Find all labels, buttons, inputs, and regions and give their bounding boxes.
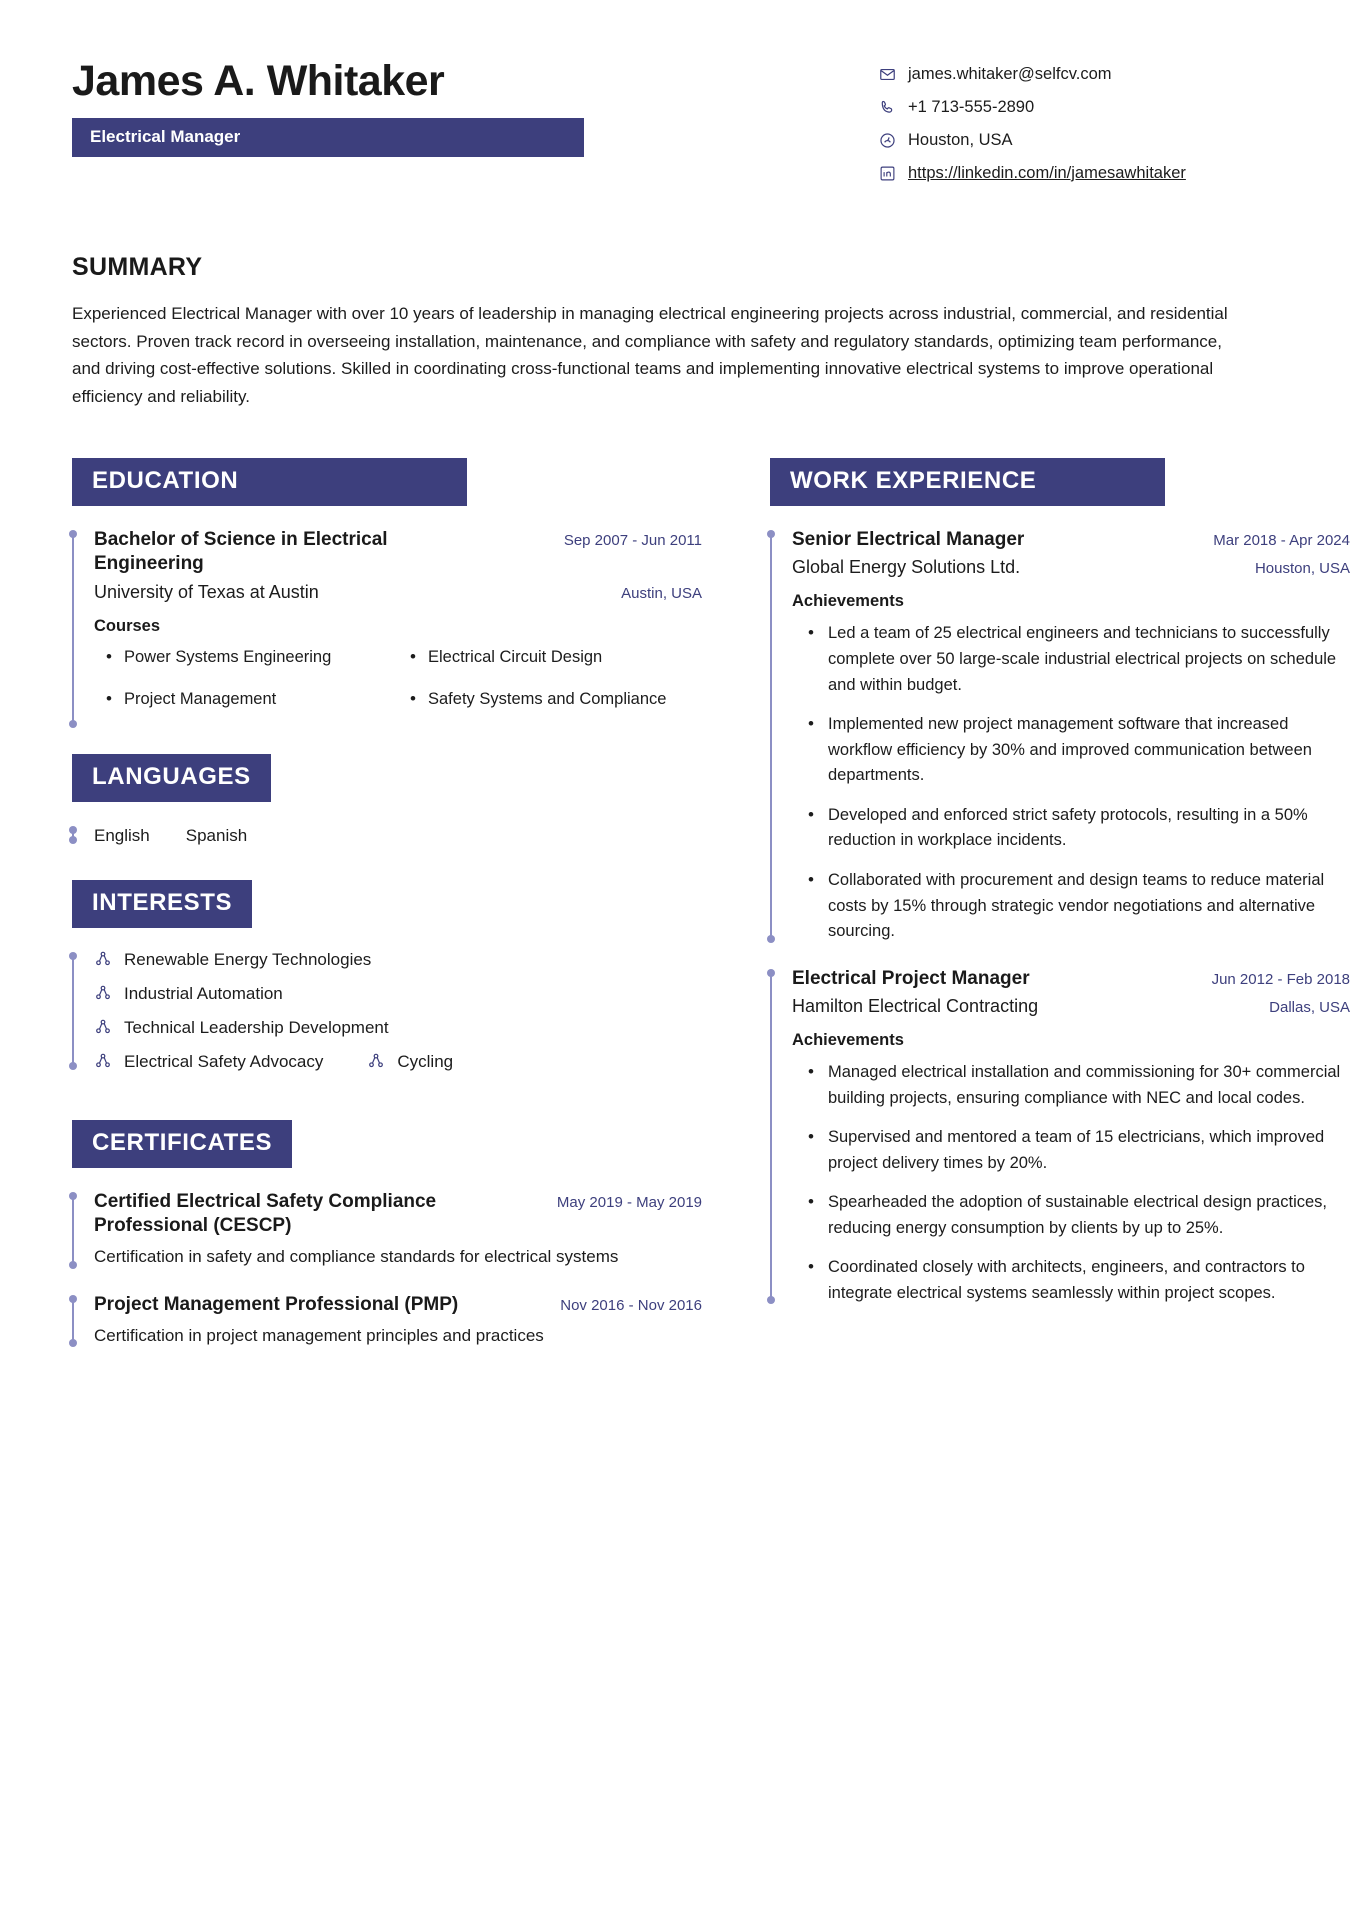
contact-phone — [878, 98, 1278, 117]
education-heading: EDUCATION — [72, 458, 467, 506]
share-nodes-icon — [367, 1052, 387, 1072]
job-item — [770, 528, 1350, 945]
languages-heading: LANGUAGES — [72, 754, 271, 802]
certificate-date: Nov 2016 - Nov 2016 — [560, 1296, 702, 1314]
job-date: Jun 2012 - Feb 2018 — [1211, 970, 1350, 988]
interest-label: Industrial Automation — [124, 983, 283, 1003]
job-company: Hamilton Electrical Contracting — [792, 995, 1039, 1016]
contact-linkedin[interactable] — [878, 164, 1278, 183]
right-column — [770, 458, 1350, 1349]
achievements-label: Achievements — [792, 592, 904, 611]
achievement-item: • Coordinated closely with architects, engineers, and contractors to integrate electrical systems seamlessly within project scopes. — [826, 1255, 1350, 1306]
timeline-dot-icon — [69, 1192, 77, 1200]
contact-email-text: james.whitaker@selfcv.com — [908, 65, 1112, 83]
interest-label: Technical Leadership Development — [124, 1017, 389, 1037]
contact-linkedin-link[interactable]: https://linkedin.com/in/jamesawhitaker — [908, 164, 1186, 182]
achievement-item: • Implemented new project management software that increased workflow efficiency by 30% and improved communication between departments. — [826, 712, 1350, 789]
timeline-dot-icon — [69, 952, 77, 960]
interest-label: Cycling — [397, 1051, 454, 1071]
job-date: Mar 2018 - Apr 2024 — [1213, 532, 1350, 550]
education-item — [72, 528, 702, 729]
interest-item — [94, 1018, 702, 1038]
achievements-list — [792, 621, 1350, 944]
timeline-dot-icon — [767, 969, 775, 977]
envelope-icon — [878, 65, 897, 84]
certificates-heading: CERTIFICATES — [72, 1120, 292, 1168]
contact-block — [878, 55, 1278, 197]
course-item: • Project Management — [94, 688, 398, 712]
certificate-item — [72, 1190, 702, 1271]
timeline-dot-icon — [69, 826, 77, 834]
location-icon — [878, 131, 897, 150]
summary-heading: SUMMARY — [72, 253, 203, 281]
courses-grid — [94, 646, 702, 730]
achievement-item: • Managed electrical installation and commissioning for 30+ commercial building projects, ensuring compliance with NEC and local codes. — [826, 1060, 1350, 1111]
body-columns — [72, 458, 1350, 1349]
interests-heading: INTERESTS — [72, 880, 252, 928]
job-item — [770, 967, 1350, 1307]
left-column — [72, 458, 702, 1349]
course-item: • Power Systems Engineering — [94, 646, 398, 670]
share-nodes-icon — [94, 1018, 114, 1038]
work-experience-heading: WORK EXPERIENCE — [770, 458, 1165, 506]
certificate-item — [72, 1293, 702, 1350]
job-company: Global Energy Solutions Ltd. — [792, 557, 1021, 578]
courses-label: Courses — [94, 616, 161, 635]
job-location: Houston, USA — [1254, 560, 1350, 578]
linkedin-icon — [878, 164, 897, 183]
summary-text: Experienced Electrical Manager with over 10 years of leadership in managing electrical engineering projects across industrial, commercial, and residential sectors. Proven track record in overseeing installation, maintenance, and compliance with safety and regulatory standards, optimizing team performance, and driving cost-effective solutions. Skilled in coordinating cross-functional teams and implementing innovative electrical systems to improve operational efficiency and reliability. — [72, 304, 1228, 406]
contact-location — [878, 131, 1278, 150]
achievement-item: • Spearheaded the adoption of sustainable electrical design practices, reducing energy consumption by clients by up to 25%. — [826, 1190, 1350, 1241]
education-degree: Bachelor of Science in Electrical Engineering — [94, 529, 388, 575]
share-nodes-icon — [94, 984, 114, 1004]
page-title: James A. Whitaker — [72, 57, 445, 105]
education-date: Sep 2007 - Jun 2011 — [563, 532, 702, 550]
interest-item — [367, 1052, 453, 1072]
interest-label: Renewable Energy Technologies — [124, 949, 372, 969]
job-title: Senior Electrical Manager — [792, 529, 1025, 551]
interest-item — [94, 1052, 323, 1072]
timeline-dot-icon — [69, 530, 77, 538]
contact-phone-text: +1 713-555-2890 — [908, 98, 1035, 116]
certificate-description: Certification in safety and compliance standards for electrical systems — [94, 1247, 619, 1267]
achievement-item: • Led a team of 25 electrical engineers and technicians to successfully complete over 50 large-scale industrial electrical projects on schedule and within budget. — [826, 621, 1350, 698]
certificate-title: Project Management Professional (PMP) — [94, 1293, 459, 1315]
achievement-item: • Supervised and mentored a team of 15 electricians, which improved project delivery times by 20%. — [826, 1125, 1350, 1176]
job-title-banner: Electrical Manager — [72, 118, 584, 157]
achievement-item: • Developed and enforced strict safety protocols, resulting in a 50% reduction in workplace incidents. — [826, 803, 1350, 854]
achievements-label: Achievements — [792, 1030, 904, 1049]
interest-item — [94, 950, 702, 970]
language-item: English — [94, 825, 150, 845]
achievements-list — [792, 1060, 1350, 1307]
share-nodes-icon — [94, 1052, 114, 1072]
contact-location-text: Houston, USA — [908, 131, 1013, 149]
certificate-title: Certified Electrical Safety Compliance Professional (CESCP) — [94, 1190, 437, 1236]
education-school: University of Texas at Austin — [94, 581, 319, 602]
resume-header — [72, 55, 1278, 197]
phone-icon — [878, 98, 897, 117]
course-item: • Electrical Circuit Design — [398, 646, 702, 670]
education-location: Austin, USA — [621, 584, 702, 602]
languages-item — [72, 824, 702, 846]
share-nodes-icon — [94, 950, 114, 970]
interest-item-row — [94, 1052, 702, 1072]
timeline-dot-icon — [767, 530, 775, 538]
interest-item — [94, 984, 702, 1004]
timeline-dot-icon — [69, 1295, 77, 1303]
contact-email — [878, 65, 1278, 84]
job-location: Dallas, USA — [1269, 998, 1350, 1016]
interests-list — [72, 950, 702, 1072]
name-block — [72, 55, 584, 157]
certificate-date: May 2019 - May 2019 — [556, 1193, 702, 1211]
achievement-item: • Collaborated with procurement and design teams to reduce material costs by 15% through strategic vendor negotiations and alternative sourcing. — [826, 868, 1350, 945]
job-title: Electrical Project Manager — [792, 967, 1030, 989]
course-item: • Safety Systems and Compliance — [398, 688, 702, 712]
interest-label: Electrical Safety Advocacy — [124, 1051, 324, 1071]
certificate-description: Certification in project management principles and practices — [94, 1325, 544, 1345]
language-item: Spanish — [185, 825, 248, 845]
